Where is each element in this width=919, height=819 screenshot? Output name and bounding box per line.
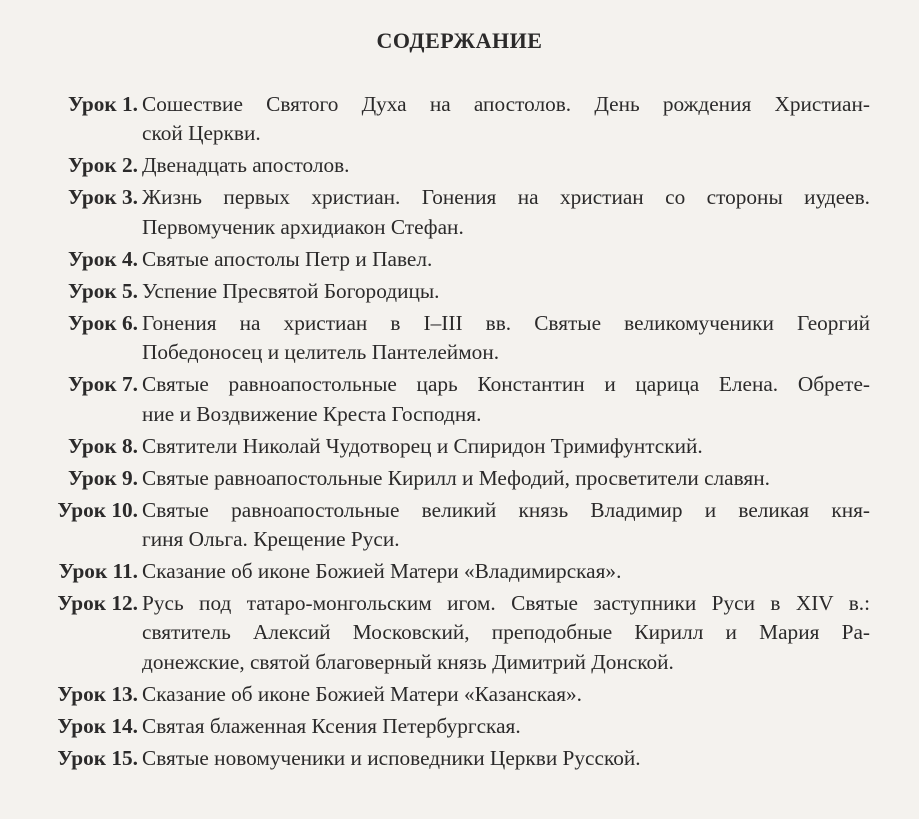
lesson-title-line: Святые равноапостольные царь Константин и царица Елена. Обрете- xyxy=(142,372,870,397)
lesson-title-line: ние и Воздвижение Креста Господня. xyxy=(142,401,482,426)
lesson-title-line: Жизнь первых христиан. Гонения на христиан со стороны иудеев. xyxy=(142,185,870,210)
lesson-title-line: Победоносец и целитель Пантелеймон. xyxy=(142,340,500,365)
lesson-title-line: Сказание об иконе Божией Матери «Владимирская». xyxy=(142,559,622,584)
lesson-title xyxy=(138,589,870,677)
lesson-number: Урок 14. xyxy=(57,713,138,738)
toc-entry xyxy=(40,90,870,149)
lesson-title xyxy=(138,557,870,586)
toc-entry xyxy=(40,589,870,677)
lesson-number: Урок 12. xyxy=(57,591,138,616)
toc-entry xyxy=(40,464,870,493)
toc-entry xyxy=(40,744,870,773)
lesson-number: Урок 10. xyxy=(57,497,138,522)
lesson-title xyxy=(138,432,870,461)
lesson-title-line: Святые апостолы Петр и Павел. xyxy=(142,246,433,271)
lesson-number: Урок 13. xyxy=(57,681,138,706)
lesson-number: Урок 8. xyxy=(68,433,138,458)
lesson-title-line: Двенадцать апостолов. xyxy=(142,153,350,178)
lesson-number: Урок 6. xyxy=(68,310,138,335)
lesson-title-line: Первомученик архидиакон Стефан. xyxy=(142,214,464,239)
lesson-title-line: Святые равноапостольные великий князь Владимир и великая кня- xyxy=(142,497,870,522)
toc-entry xyxy=(40,245,870,274)
toc-entry xyxy=(40,370,870,429)
lesson-number: Урок 7. xyxy=(68,372,138,397)
lesson-number: Урок 15. xyxy=(57,745,138,770)
toc-entry xyxy=(40,680,870,709)
lesson-title-line: Успение Пресвятой Богородицы. xyxy=(142,278,440,303)
lesson-title-line: Святые равноапостольные Кирилл и Мефодий, просветители славян. xyxy=(142,465,770,490)
toc-entry xyxy=(40,309,870,368)
lesson-title-line: гиня Ольга. Крещение Руси. xyxy=(142,527,400,552)
lesson-number: Урок 9. xyxy=(68,465,138,490)
lesson-title-line: Русь под татаро-монгольским игом. Святые заступники Руси в XIV в.: xyxy=(142,591,870,616)
lesson-title xyxy=(138,245,870,274)
lesson-number: Урок 3. xyxy=(68,185,138,210)
toc-entry xyxy=(40,496,870,555)
toc-entry xyxy=(40,712,870,741)
page-title: СОДЕРЖАНИЕ xyxy=(376,28,543,53)
lesson-title-line: Сказание об иконе Божией Матери «Казанская». xyxy=(142,681,582,706)
lesson-title-line: Сошествие Святого Духа на апостолов. День рождения Христиан- xyxy=(142,92,870,116)
lesson-title-line: святитель Алексий Московский, преподобные Кирилл и Мария Ра- xyxy=(142,620,870,645)
lesson-number: Урок 2. xyxy=(68,153,138,178)
lesson-number: Урок 1. xyxy=(68,92,138,116)
lesson-title-line: донежские, святой благоверный князь Димитрий Донской. xyxy=(142,649,674,674)
toc-entry xyxy=(40,557,870,586)
lesson-title-line: ской Церкви. xyxy=(142,121,261,146)
toc-entry xyxy=(40,277,870,306)
lesson-title-line: Святители Николай Чудотворец и Спиридон Тримифунтский. xyxy=(142,433,703,458)
lesson-title-line: Гонения на христиан в I–III вв. Святые великомученики Георгий xyxy=(142,310,870,335)
lesson-title-line: Святые новомученики и исповедники Церкви Русской. xyxy=(142,745,641,770)
lesson-title xyxy=(138,309,870,368)
lesson-title-line: Святая блаженная Ксения Петербургская. xyxy=(142,713,521,738)
lesson-title xyxy=(138,151,870,180)
lesson-title xyxy=(138,744,870,773)
table-of-contents xyxy=(40,90,870,776)
lesson-number: Урок 4. xyxy=(68,246,138,271)
lesson-title xyxy=(138,277,870,306)
lesson-title xyxy=(138,90,870,149)
lesson-title xyxy=(138,464,870,493)
lesson-title xyxy=(138,712,870,741)
lesson-number: Урок 11. xyxy=(58,559,138,584)
lesson-title xyxy=(138,183,870,242)
lesson-title xyxy=(138,496,870,555)
lesson-number: Урок 5. xyxy=(68,278,138,303)
toc-entry xyxy=(40,151,870,180)
toc-entry xyxy=(40,183,870,242)
lesson-title xyxy=(138,680,870,709)
toc-entry xyxy=(40,432,870,461)
lesson-title xyxy=(138,370,870,429)
